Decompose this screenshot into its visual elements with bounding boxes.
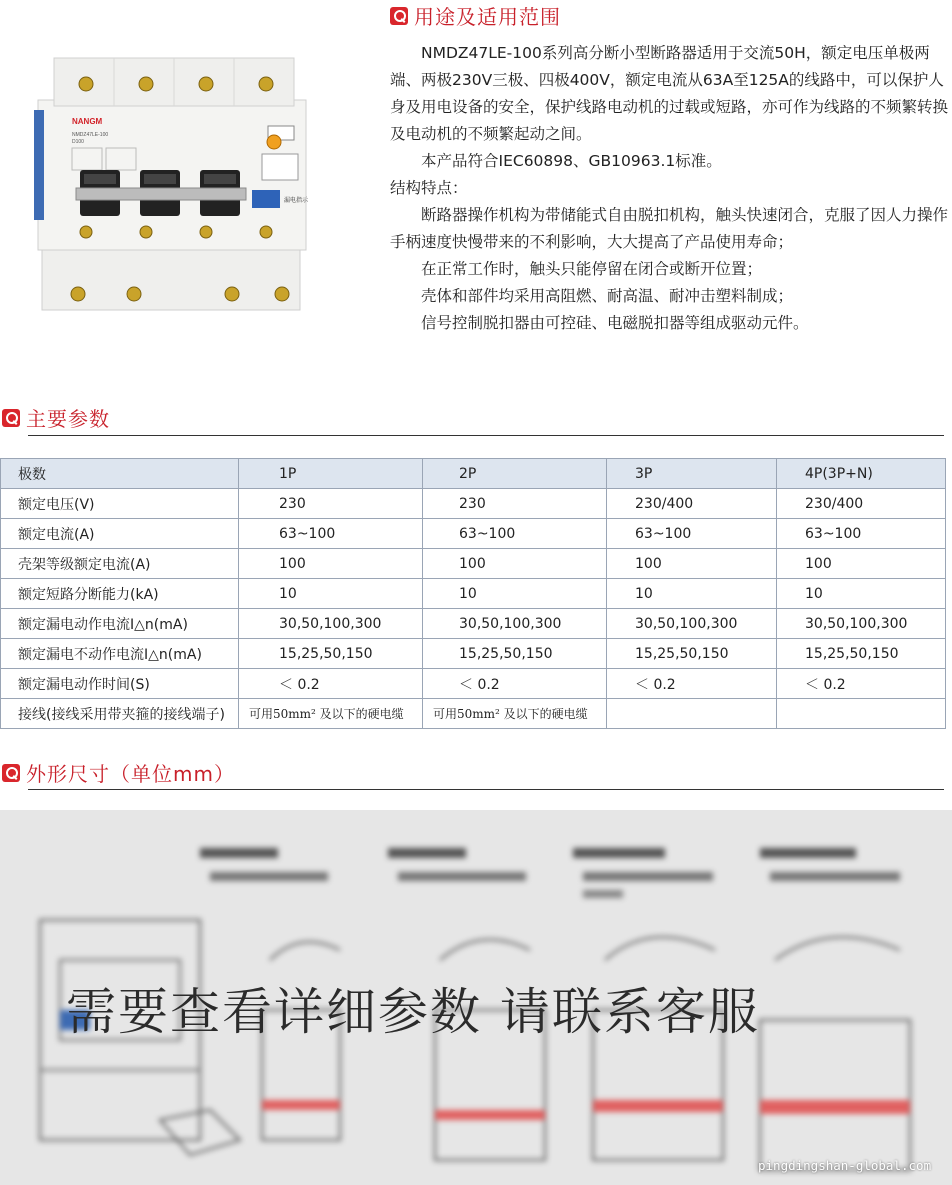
structure-paragraph-2: 在正常工作时，触头只能停留在闭合或断开位置； [421, 260, 763, 278]
table-row [1, 669, 946, 699]
table-cell [777, 699, 946, 729]
structure-paragraph-4: 信号控制脱扣器由可控硅、电磁脱扣器等组成驱动元件。 [421, 314, 809, 332]
search-icon [390, 7, 408, 25]
table-cell: 100 [777, 549, 946, 579]
table-row [1, 699, 946, 729]
dims-section-title: 外形尺寸（单位mm） [26, 762, 235, 786]
table-cell: 30,50,100,300 [239, 609, 423, 639]
table-cell: 15,25,50,150 [239, 639, 423, 669]
table-cell: 30,50,100,300 [607, 609, 777, 639]
site-watermark: pingdingshan-global.com [758, 1158, 932, 1173]
table-cell: 额定电压(V) [1, 489, 239, 519]
table-cell: 可用50mm² 及以下的硬电缆 [423, 699, 607, 729]
table-cell: ＜ 0.2 [607, 669, 777, 699]
model-label: NMDZ47LE-100 [72, 132, 109, 138]
table-cell: 额定短路分断能力(kA) [1, 579, 239, 609]
contact-notice: 需要查看详细参数 请联系客服 [66, 983, 760, 1041]
table-header-row [1, 459, 946, 489]
table-row [1, 489, 946, 519]
table-row [1, 639, 946, 669]
table-cell: 额定漏电动作电流Ⅰ△n(mA) [1, 609, 239, 639]
structure-paragraph-3: 壳体和部件均采用高阻燃、耐高温、耐冲击塑料制成； [421, 287, 794, 305]
table-row [1, 579, 946, 609]
structure-paragraph-1: 断路器操作机构为带储能式自由脱扣机构，触头快速闭合，克服了因人力操作手柄速度快慢带来的不利影响，大大提高了产品使用寿命； [390, 206, 949, 251]
params-section-title: 主要参数 [26, 407, 110, 431]
table-row [1, 609, 946, 639]
table-cell: ＜ 0.2 [777, 669, 946, 699]
table-cell: 额定漏电动作时间(S) [1, 669, 239, 699]
table-cell [607, 699, 777, 729]
table-cell: 100 [607, 549, 777, 579]
table-cell: 10 [239, 579, 423, 609]
circuit-breaker-image [22, 40, 342, 320]
search-icon [2, 764, 20, 782]
usage-section-title: 用途及适用范围 [414, 5, 561, 29]
table-cell: 15,25,50,150 [423, 639, 607, 669]
table-cell: 额定电流(A) [1, 519, 239, 549]
table-cell: 100 [423, 549, 607, 579]
table-cell: 10 [423, 579, 607, 609]
table-cell: 63~100 [423, 519, 607, 549]
table-cell: 30,50,100,300 [423, 609, 607, 639]
table-header-cell: 极数 [1, 459, 239, 489]
standards-paragraph: 本产品符合IEC60898、GB10963.1标准。 [421, 152, 722, 170]
table-cell: 15,25,50,150 [777, 639, 946, 669]
usage-description [390, 40, 950, 337]
table-cell: 30,50,100,300 [777, 609, 946, 639]
table-cell: 63~100 [777, 519, 946, 549]
params-table [0, 458, 946, 729]
table-header-cell: 4P(3P+N) [777, 459, 946, 489]
table-cell: 63~100 [607, 519, 777, 549]
dims-section-rule [28, 789, 944, 790]
table-cell: 230/400 [777, 489, 946, 519]
params-section-header [2, 403, 110, 432]
usage-section-header [390, 1, 561, 30]
table-cell: 230 [239, 489, 423, 519]
table-cell: ＜ 0.2 [239, 669, 423, 699]
params-section-rule [28, 435, 944, 436]
table-cell: 壳架等级额定电流(A) [1, 549, 239, 579]
table-cell: 100 [239, 549, 423, 579]
search-icon [2, 409, 20, 427]
table-cell: 230 [423, 489, 607, 519]
table-header-cell: 3P [607, 459, 777, 489]
table-header-cell: 1P [239, 459, 423, 489]
table-cell: 10 [777, 579, 946, 609]
test-button-label: 漏电指示 [284, 197, 309, 204]
table-cell: 10 [607, 579, 777, 609]
brand-logo-text: NANGM [72, 117, 103, 126]
table-cell: 额定漏电不动作电流Ⅰ△n(mA) [1, 639, 239, 669]
dims-section-header [2, 758, 235, 787]
table-cell: 230/400 [607, 489, 777, 519]
table-header-cell: 2P [423, 459, 607, 489]
table-cell: ＜ 0.2 [423, 669, 607, 699]
rating-label: D100 [72, 139, 84, 145]
table-cell: 可用50mm² 及以下的硬电缆 [239, 699, 423, 729]
usage-paragraph-1: NMDZ47LE-100系列高分断小型断路器适用于交流50H，额定电压单极两端、两极230V三极、四极400V，额定电流从63A至125A的线路中，可以保护人身及用电设备的安全，保护线路电动机的过载或短路，亦可作为线路的不频繁转换及电动机的不频繁起动之间。 [390, 44, 949, 143]
table-cell: 接线(接线采用带夹箍的接线端子) [1, 699, 239, 729]
table-cell: 15,25,50,150 [607, 639, 777, 669]
table-cell: 63~100 [239, 519, 423, 549]
structure-heading: 结构特点： [390, 179, 468, 197]
table-row [1, 519, 946, 549]
table-row [1, 549, 946, 579]
